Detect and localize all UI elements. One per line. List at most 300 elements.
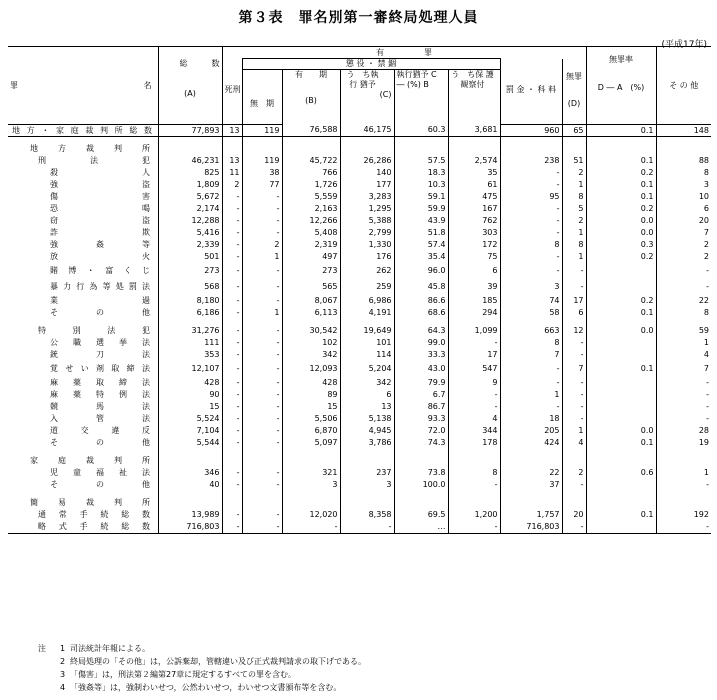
cell-sonota: - (656, 413, 711, 425)
row-name: 通常手続総数 (38, 510, 150, 519)
cell-hogo: 547 (448, 361, 500, 377)
cell-total (158, 143, 222, 155)
cell-shikei: - (222, 227, 242, 239)
cell-shikkou: 5,138 (340, 413, 394, 425)
cell-shikkou: 262 (340, 263, 394, 279)
cell-mrate (586, 143, 656, 155)
cell-muki: - (242, 509, 282, 521)
cell-rate: 74.3 (394, 437, 448, 449)
row-name: 放火 (50, 252, 150, 261)
cell-mrate: 0.2 (586, 167, 656, 179)
table-row (8, 455, 711, 467)
cell-hogo: 167 (448, 203, 500, 215)
cell-hogo: 17 (448, 349, 500, 361)
cell-sonota: 4 (656, 349, 711, 361)
cell-hogo (448, 497, 500, 509)
cell-muzai: - (562, 279, 586, 295)
cell-muki (242, 497, 282, 509)
cell-muzai: 5 (562, 203, 586, 215)
cell-sonota: 7 (656, 227, 711, 239)
cell-shikkou: 8,358 (340, 509, 394, 521)
cell-hogo: - (448, 401, 500, 413)
cell-total: 8,180 (158, 295, 222, 307)
table-row (8, 349, 711, 361)
table-row (8, 227, 711, 239)
cell-rate (394, 497, 448, 509)
cell-mrate (586, 497, 656, 509)
cell-hogo: 35 (448, 167, 500, 179)
cell-bakkin: 716,803 (500, 521, 562, 533)
cell-rate: 64.3 (394, 325, 448, 337)
cell-rate: 93.3 (394, 413, 448, 425)
cell-rate (394, 143, 448, 155)
cell-bakkin: - (500, 179, 562, 191)
cell-sonota: 3 (656, 179, 711, 191)
cell-shikei: - (222, 413, 242, 425)
cell-total: 501 (158, 251, 222, 263)
data-table (8, 46, 711, 534)
cell-muki: - (242, 337, 282, 349)
cell-sonota: - (656, 401, 711, 413)
cell-muki: - (242, 227, 282, 239)
cell-total: 5,672 (158, 191, 222, 203)
cell-total: 273 (158, 263, 222, 279)
cell-bakkin: 205 (500, 425, 562, 437)
cell-yuuki: 76,588 (282, 125, 340, 137)
cell-total: 5,544 (158, 437, 222, 449)
header-shikei: 死刑 (222, 85, 242, 125)
cell-shikei: - (222, 215, 242, 227)
cell-hogo: 1,099 (448, 325, 500, 337)
cell-muzai (562, 143, 586, 155)
cell-yuuki (282, 143, 340, 155)
cell-sonota: 88 (656, 155, 711, 167)
cell-sonota: 28 (656, 425, 711, 437)
cell-muki: 119 (242, 155, 282, 167)
table-row (8, 437, 711, 449)
cell-muki: 1 (242, 307, 282, 319)
cell-yuuki: 89 (282, 389, 340, 401)
cell-rate (394, 455, 448, 467)
table-row (8, 251, 711, 263)
cell-rate: 45.8 (394, 279, 448, 295)
cell-muzai: - (562, 479, 586, 491)
cell-muzai: 12 (562, 325, 586, 337)
table-row (8, 155, 711, 167)
header-zaimei: 罪 名 (8, 47, 158, 125)
cell-muzai: 2 (562, 467, 586, 479)
cell-muki: - (242, 203, 282, 215)
cell-bakkin: - (500, 361, 562, 377)
header-sonota: そ の 他 (656, 47, 711, 125)
table-row (8, 215, 711, 227)
cell-shikkou: 6 (340, 389, 394, 401)
table-row (8, 125, 711, 137)
cell-hogo (448, 455, 500, 467)
cell-hogo: - (448, 521, 500, 533)
cell-mrate: 0.1 (586, 509, 656, 521)
cell-muki: - (242, 191, 282, 203)
header-hogo: う ち保 護 観察付 (448, 70, 500, 125)
cell-sonota: 2 (656, 251, 711, 263)
cell-bakkin (500, 143, 562, 155)
cell-shikei: - (222, 239, 242, 251)
cell-sonota: 22 (656, 295, 711, 307)
cell-shikei: - (222, 263, 242, 279)
cell-muki: - (242, 437, 282, 449)
cell-sonota: 7 (656, 361, 711, 377)
table-row (8, 361, 711, 377)
table-row (8, 377, 711, 389)
cell-hogo: 1,200 (448, 509, 500, 521)
row-name: 家庭裁判所 (30, 456, 150, 465)
table-row (8, 239, 711, 251)
cell-yuuki (282, 455, 340, 467)
cell-mrate: 0.1 (586, 437, 656, 449)
table-row (8, 479, 711, 491)
cell-muzai: 2 (562, 167, 586, 179)
cell-bakkin: - (500, 377, 562, 389)
cell-shikkou: 342 (340, 377, 394, 389)
cell-hogo: 8 (448, 467, 500, 479)
cell-muki: - (242, 389, 282, 401)
cell-shikkou: 3,786 (340, 437, 394, 449)
cell-hogo (448, 143, 500, 155)
cell-shikei: - (222, 279, 242, 295)
cell-sonota: - (656, 389, 711, 401)
cell-muzai: 7 (562, 361, 586, 377)
cell-mrate (586, 337, 656, 349)
cell-shikei (222, 143, 242, 155)
row-name: 傷害 (50, 192, 150, 201)
row-name: 暴力行為等処罰法 (50, 282, 150, 291)
cell-mrate (586, 279, 656, 295)
cell-total: 12,288 (158, 215, 222, 227)
cell-hogo: 762 (448, 215, 500, 227)
header-shikkou: う ち執 行 猶予 (C) (340, 70, 394, 125)
cell-shikei: - (222, 389, 242, 401)
header-yuuki: 有 期 (B) (282, 70, 340, 125)
cell-mrate: 0.0 (586, 425, 656, 437)
cell-shikkou: 4,945 (340, 425, 394, 437)
cell-rate: 10.3 (394, 179, 448, 191)
cell-sonota: 19 (656, 437, 711, 449)
cell-shikei: 13 (222, 155, 242, 167)
cell-muzai: 20 (562, 509, 586, 521)
cell-mrate (586, 263, 656, 279)
cell-bakkin: - (500, 227, 562, 239)
cell-total: 31,276 (158, 325, 222, 337)
cell-muzai: - (562, 377, 586, 389)
cell-yuuki: 5,097 (282, 437, 340, 449)
header-muzai: 無罪 (562, 70, 586, 85)
cell-hogo: - (448, 479, 500, 491)
row-name: 簡易裁判所 (30, 498, 150, 507)
page-title: 第３表 罪名別第一審終局処理人員 (238, 10, 479, 26)
cell-mrate: 0.1 (586, 307, 656, 319)
cell-bakkin: 960 (500, 125, 562, 137)
cell-mrate: 0.2 (586, 203, 656, 215)
cell-shikei (222, 455, 242, 467)
cell-hogo: 303 (448, 227, 500, 239)
header-muzai-sub: (D) (562, 85, 586, 125)
cell-muzai: - (562, 413, 586, 425)
cell-muki: - (242, 425, 282, 437)
cell-yuuki: 2,163 (282, 203, 340, 215)
cell-muki: - (242, 349, 282, 361)
cell-total: 5,524 (158, 413, 222, 425)
cell-yuuki: 321 (282, 467, 340, 479)
cell-sonota: - (656, 479, 711, 491)
cell-sonota (656, 143, 711, 155)
cell-hogo: 75 (448, 251, 500, 263)
cell-bakkin: 8 (500, 337, 562, 349)
row-name: 競馬法 (50, 402, 150, 411)
cell-hogo: 39 (448, 279, 500, 295)
cell-rate: 72.0 (394, 425, 448, 437)
header-total: 総 数 (A) (158, 47, 222, 125)
cell-bakkin: 22 (500, 467, 562, 479)
cell-muki: 1 (242, 251, 282, 263)
cell-hogo: 6 (448, 263, 500, 279)
cell-yuuki: 565 (282, 279, 340, 295)
cell-rate: 100.0 (394, 479, 448, 491)
row-name: 特別法犯 (38, 326, 150, 335)
cell-mrate (586, 479, 656, 491)
cell-mrate (586, 413, 656, 425)
cell-shikei: - (222, 325, 242, 337)
cell-muki: - (242, 377, 282, 389)
unit-label: (平成17年) (661, 40, 707, 50)
row-name: 入管法 (50, 414, 150, 423)
cell-mrate: 0.1 (586, 155, 656, 167)
table-row (8, 509, 711, 521)
cell-hogo: 4 (448, 413, 500, 425)
header-choueki: 懲 役 ・ 禁 錮 (242, 59, 500, 70)
cell-yuuki: 5,559 (282, 191, 340, 203)
cell-bakkin: 8 (500, 239, 562, 251)
row-name: 覚せい剤取締法 (50, 364, 150, 373)
cell-total: 111 (158, 337, 222, 349)
row-name: その他 (50, 438, 150, 447)
cell-sonota: - (656, 263, 711, 279)
row-name: 詐欺 (50, 228, 150, 237)
row-name: 道交違反 (50, 426, 150, 435)
cell-total: 353 (158, 349, 222, 361)
cell-total: 90 (158, 389, 222, 401)
cell-rate: 79.9 (394, 377, 448, 389)
cell-hogo: 2,574 (448, 155, 500, 167)
cell-yuuki: 6,113 (282, 307, 340, 319)
row-name: 強姦等 (50, 240, 150, 249)
cell-shikkou: 13 (340, 401, 394, 413)
cell-rate: 35.4 (394, 251, 448, 263)
row-name: 業過 (50, 296, 150, 305)
cell-shikei: - (222, 251, 242, 263)
cell-muzai: 2 (562, 215, 586, 227)
cell-muzai: - (562, 401, 586, 413)
cell-shikkou (340, 143, 394, 155)
cell-shikkou: 177 (340, 179, 394, 191)
table-row (8, 425, 711, 437)
header-rate: 執行猶予 C ― (%) B (394, 70, 448, 125)
cell-yuuki: 30,542 (282, 325, 340, 337)
cell-shikei: - (222, 295, 242, 307)
cell-yuuki: 1,726 (282, 179, 340, 191)
cell-hogo: - (448, 337, 500, 349)
cell-hogo: 3,681 (448, 125, 500, 137)
cell-shikkou: 19,649 (340, 325, 394, 337)
cell-shikei: - (222, 377, 242, 389)
row-name: 殺人 (50, 168, 150, 177)
cell-yuuki: 5,506 (282, 413, 340, 425)
cell-shikkou (340, 497, 394, 509)
cell-rate: 96.0 (394, 263, 448, 279)
cell-total: 568 (158, 279, 222, 295)
cell-mrate: 0.2 (586, 295, 656, 307)
cell-muki: 77 (242, 179, 282, 191)
cell-shikkou: 140 (340, 167, 394, 179)
cell-rate: 18.3 (394, 167, 448, 179)
cell-total: 2,174 (158, 203, 222, 215)
cell-sonota: - (656, 377, 711, 389)
cell-total: 5,416 (158, 227, 222, 239)
cell-muki: - (242, 215, 282, 227)
cell-mrate: 0.2 (586, 251, 656, 263)
cell-muzai: - (562, 521, 586, 533)
cell-sonota (656, 497, 711, 509)
cell-total: 46,231 (158, 155, 222, 167)
cell-rate: 57.5 (394, 155, 448, 167)
cell-yuuki: 3 (282, 479, 340, 491)
cell-muki: - (242, 325, 282, 337)
row-name: 略式手続総数 (8, 521, 158, 533)
table-row (8, 263, 711, 279)
cell-mrate: 0.0 (586, 215, 656, 227)
cell-muki: - (242, 263, 282, 279)
cell-muki: 119 (242, 125, 282, 137)
cell-yuuki: 45,722 (282, 155, 340, 167)
cell-sonota: 2 (656, 239, 711, 251)
row-name: その他 (50, 308, 150, 317)
cell-total: 7,104 (158, 425, 222, 437)
cell-bakkin: 74 (500, 295, 562, 307)
cell-muzai: 8 (562, 239, 586, 251)
cell-total: 716,803 (158, 521, 222, 533)
cell-yuuki (282, 497, 340, 509)
table-row (8, 497, 711, 509)
table-row (8, 467, 711, 479)
cell-sonota: 59 (656, 325, 711, 337)
cell-shikkou: 4,191 (340, 307, 394, 319)
row-name: 銃刀法 (50, 350, 150, 359)
cell-shikkou: 2,799 (340, 227, 394, 239)
cell-bakkin: - (500, 167, 562, 179)
cell-shikei: - (222, 337, 242, 349)
cell-yuuki: 2,319 (282, 239, 340, 251)
cell-shikkou: 237 (340, 467, 394, 479)
cell-muzai: 1 (562, 179, 586, 191)
cell-total: 825 (158, 167, 222, 179)
cell-shikei: - (222, 401, 242, 413)
cell-yuuki: 766 (282, 167, 340, 179)
cell-muki: - (242, 361, 282, 377)
cell-shikkou: 5,388 (340, 215, 394, 227)
table-row (8, 401, 711, 413)
cell-bakkin: - (500, 251, 562, 263)
cell-hogo: 344 (448, 425, 500, 437)
cell-mrate (586, 521, 656, 533)
header-muki: 無 期 (242, 85, 282, 125)
cell-rate: 69.5 (394, 509, 448, 521)
cell-shikei: - (222, 349, 242, 361)
cell-mrate (586, 377, 656, 389)
cell-shikei: - (222, 307, 242, 319)
cell-mrate: 0.1 (586, 361, 656, 377)
cell-rate: … (394, 521, 448, 533)
cell-total: 6,186 (158, 307, 222, 319)
cell-rate: 86.6 (394, 295, 448, 307)
cell-rate: 43.9 (394, 215, 448, 227)
cell-hogo: 475 (448, 191, 500, 203)
cell-muzai: 1 (562, 425, 586, 437)
cell-muki: - (242, 295, 282, 307)
cell-sonota: 20 (656, 215, 711, 227)
cell-shikkou: 26,286 (340, 155, 394, 167)
cell-shikei: - (222, 203, 242, 215)
cell-muzai: 1 (562, 227, 586, 239)
cell-rate: 60.3 (394, 125, 448, 137)
cell-bakkin (500, 455, 562, 467)
cell-mrate: 0.1 (586, 125, 656, 137)
cell-muki: - (242, 279, 282, 295)
table-row (8, 179, 711, 191)
table-row (8, 279, 711, 295)
row-name: 恐喝 (50, 204, 150, 213)
cell-total: 346 (158, 467, 222, 479)
cell-shikei: - (222, 425, 242, 437)
header-muzairitsu: 無罪率 D ― A (%) (586, 47, 656, 125)
cell-total: 13,989 (158, 509, 222, 521)
table-row (8, 413, 711, 425)
cell-bakkin: - (500, 203, 562, 215)
cell-hogo: 172 (448, 239, 500, 251)
cell-shikei: 11 (222, 167, 242, 179)
cell-bakkin: - (500, 215, 562, 227)
cell-mrate (586, 349, 656, 361)
note-item: 2 終局処理の「その他」は，公訴棄却，管轄違い及び正式裁判請求の取下げである。 (60, 657, 366, 666)
cell-shikei (222, 497, 242, 509)
cell-yuuki: 6,870 (282, 425, 340, 437)
row-name: 窃盗 (50, 216, 150, 225)
cell-hogo: 294 (448, 307, 500, 319)
cell-rate: 51.8 (394, 227, 448, 239)
notes (38, 642, 366, 694)
cell-shikkou: - (340, 521, 394, 533)
cell-sonota: - (656, 521, 711, 533)
table-row (8, 307, 711, 319)
cell-bakkin: 238 (500, 155, 562, 167)
cell-sonota: - (656, 279, 711, 295)
cell-yuuki: 12,266 (282, 215, 340, 227)
cell-muzai: 6 (562, 307, 586, 319)
cell-shikkou (340, 455, 394, 467)
cell-bakkin: 3 (500, 279, 562, 295)
row-name: 公職選挙法 (50, 338, 150, 347)
table-row (8, 325, 711, 337)
cell-rate: 57.4 (394, 239, 448, 251)
cell-shikei: 13 (222, 125, 242, 137)
